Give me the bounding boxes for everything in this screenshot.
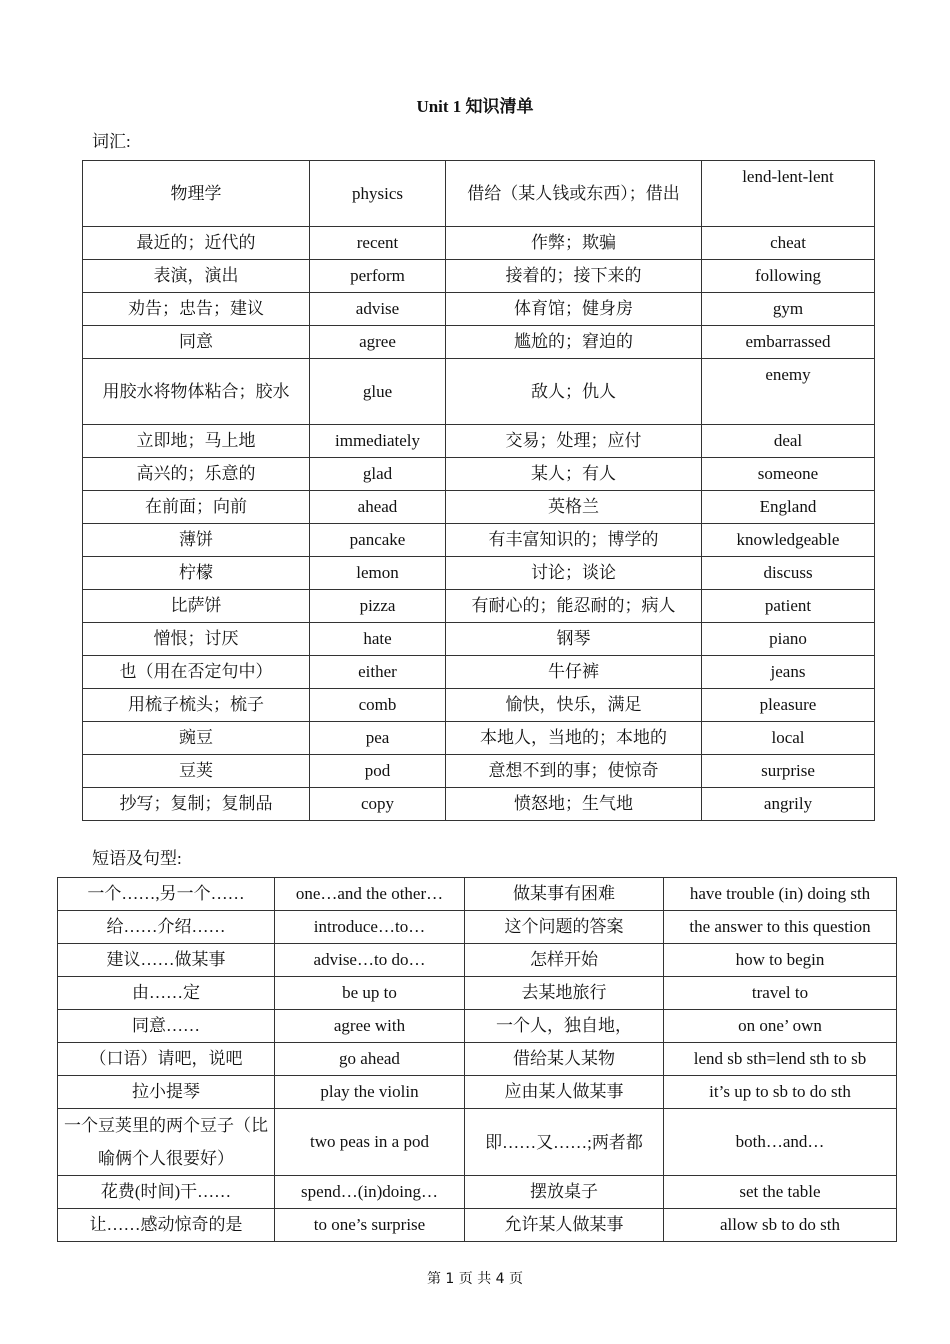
phrase-cell: 这个问题的答案 bbox=[465, 911, 664, 944]
vocab-row bbox=[83, 491, 875, 524]
vocab-cell: lemon bbox=[310, 557, 446, 590]
vocab-row bbox=[83, 689, 875, 722]
vocab-cell: someone bbox=[702, 458, 875, 491]
page-footer: 第 1 页 共 4 页 bbox=[426, 1271, 524, 1287]
phrase-table bbox=[57, 877, 897, 1242]
phrase-cell: 怎样开始 bbox=[465, 944, 664, 977]
vocab-cell: 钢琴 bbox=[446, 623, 702, 656]
vocab-row bbox=[83, 161, 875, 227]
vocab-cell: 表演，演出 bbox=[83, 260, 310, 293]
vocab-cell: copy bbox=[310, 788, 446, 821]
phrase-cell: 借给某人某物 bbox=[465, 1043, 664, 1076]
vocab-cell: 本地人，当地的；本地的 bbox=[446, 722, 702, 755]
phrase-cell: agree with bbox=[275, 1010, 465, 1043]
vocab-cell: either bbox=[310, 656, 446, 689]
vocab-row bbox=[83, 623, 875, 656]
vocab-table bbox=[82, 160, 875, 821]
phrase-cell: spend…(in)doing… bbox=[275, 1176, 465, 1209]
phrase-cell: 建议……做某事 bbox=[58, 944, 275, 977]
vocab-cell: 立即地；马上地 bbox=[83, 425, 310, 458]
vocab-cell: 讨论；谈论 bbox=[446, 557, 702, 590]
phrase-row bbox=[58, 1209, 897, 1242]
vocab-cell: local bbox=[702, 722, 875, 755]
phrase-cell: advise…to do… bbox=[275, 944, 465, 977]
phrase-cell: 拉小提琴 bbox=[58, 1076, 275, 1109]
vocab-cell: 借给（某人钱或东西）；借出 bbox=[446, 161, 702, 227]
phrase-row bbox=[58, 977, 897, 1010]
vocab-cell: comb bbox=[310, 689, 446, 722]
phrase-section-label: 短语及句型: bbox=[92, 849, 182, 868]
vocab-cell: patient bbox=[702, 590, 875, 623]
phrase-cell: one…and the other… bbox=[275, 878, 465, 911]
vocab-cell: jeans bbox=[702, 656, 875, 689]
vocab-cell: 在前面；向前 bbox=[83, 491, 310, 524]
phrase-cell: 摆放桌子 bbox=[465, 1176, 664, 1209]
phrase-cell: travel to bbox=[664, 977, 897, 1010]
vocab-cell: pancake bbox=[310, 524, 446, 557]
vocab-cell: enemy bbox=[702, 359, 875, 425]
phrase-row bbox=[58, 911, 897, 944]
vocab-cell: 用梳子梳头；梳子 bbox=[83, 689, 310, 722]
vocab-cell: 用胶水将物体粘合；胶水 bbox=[83, 359, 310, 425]
vocab-row bbox=[83, 722, 875, 755]
phrase-cell: introduce…to… bbox=[275, 911, 465, 944]
vocab-cell: recent bbox=[310, 227, 446, 260]
phrase-cell: 让……感动惊奇的是 bbox=[58, 1209, 275, 1242]
vocab-cell: ahead bbox=[310, 491, 446, 524]
vocab-cell: embarrassed bbox=[702, 326, 875, 359]
vocab-row bbox=[83, 788, 875, 821]
vocab-cell: physics bbox=[310, 161, 446, 227]
phrase-cell: both…and… bbox=[664, 1109, 897, 1176]
phrase-cell: play the violin bbox=[275, 1076, 465, 1109]
phrase-cell: set the table bbox=[664, 1176, 897, 1209]
vocab-cell: glue bbox=[310, 359, 446, 425]
vocab-cell: 体育馆；健身房 bbox=[446, 293, 702, 326]
phrase-cell: 花费(时间)干…… bbox=[58, 1176, 275, 1209]
phrase-cell: lend sb sth=lend sth to sb bbox=[664, 1043, 897, 1076]
phrase-row bbox=[58, 1109, 897, 1176]
vocab-section-label: 词汇: bbox=[92, 132, 131, 151]
vocab-cell: 抄写；复制；复制品 bbox=[83, 788, 310, 821]
vocab-cell: perform bbox=[310, 260, 446, 293]
phrase-cell: 去某地旅行 bbox=[465, 977, 664, 1010]
phrase-cell: 由……定 bbox=[58, 977, 275, 1010]
vocab-cell: 高兴的；乐意的 bbox=[83, 458, 310, 491]
vocab-cell: 比萨饼 bbox=[83, 590, 310, 623]
phrase-row bbox=[58, 944, 897, 977]
vocab-cell: piano bbox=[702, 623, 875, 656]
vocab-cell: 意想不到的事；使惊奇 bbox=[446, 755, 702, 788]
phrase-row bbox=[58, 1176, 897, 1209]
vocab-cell: immediately bbox=[310, 425, 446, 458]
vocab-cell: gym bbox=[702, 293, 875, 326]
vocab-row bbox=[83, 293, 875, 326]
vocab-row bbox=[83, 590, 875, 623]
phrase-cell: it’s up to sb to do sth bbox=[664, 1076, 897, 1109]
vocab-cell: 物理学 bbox=[83, 161, 310, 227]
vocab-cell: glad bbox=[310, 458, 446, 491]
vocab-cell: surprise bbox=[702, 755, 875, 788]
vocab-cell: 有耐心的；能忍耐的；病人 bbox=[446, 590, 702, 623]
vocab-cell: 英格兰 bbox=[446, 491, 702, 524]
phrase-cell: 允许某人做某事 bbox=[465, 1209, 664, 1242]
vocab-row bbox=[83, 227, 875, 260]
vocab-cell: 交易；处理；应付 bbox=[446, 425, 702, 458]
vocab-cell: 同意 bbox=[83, 326, 310, 359]
vocab-cell: discuss bbox=[702, 557, 875, 590]
vocab-cell: following bbox=[702, 260, 875, 293]
vocab-cell: 有丰富知识的；博学的 bbox=[446, 524, 702, 557]
vocab-row bbox=[83, 656, 875, 689]
vocab-cell: 愤怒地；生气地 bbox=[446, 788, 702, 821]
phrase-cell: （口语）请吧，说吧 bbox=[58, 1043, 275, 1076]
vocab-cell: 尴尬的；窘迫的 bbox=[446, 326, 702, 359]
phrase-cell: 即……又……;两者都 bbox=[465, 1109, 664, 1176]
vocab-cell: 柠檬 bbox=[83, 557, 310, 590]
vocab-cell: knowledgeable bbox=[702, 524, 875, 557]
phrase-row bbox=[58, 1043, 897, 1076]
vocab-cell: pod bbox=[310, 755, 446, 788]
vocab-cell: 豆荚 bbox=[83, 755, 310, 788]
vocab-cell: 薄饼 bbox=[83, 524, 310, 557]
phrase-cell: two peas in a pod bbox=[275, 1109, 465, 1176]
vocab-cell: advise bbox=[310, 293, 446, 326]
vocab-cell: 劝告；忠告；建议 bbox=[83, 293, 310, 326]
vocab-cell: England bbox=[702, 491, 875, 524]
vocab-row bbox=[83, 755, 875, 788]
vocab-cell: 最近的；近代的 bbox=[83, 227, 310, 260]
phrase-cell: 给……介绍…… bbox=[58, 911, 275, 944]
vocab-cell: 作弊；欺骗 bbox=[446, 227, 702, 260]
phrase-cell: 做某事有困难 bbox=[465, 878, 664, 911]
phrase-row bbox=[58, 878, 897, 911]
vocab-cell: angrily bbox=[702, 788, 875, 821]
vocab-cell: pea bbox=[310, 722, 446, 755]
phrase-cell: be up to bbox=[275, 977, 465, 1010]
phrase-cell: 应由某人做某事 bbox=[465, 1076, 664, 1109]
vocab-cell: 也（用在否定句中） bbox=[83, 656, 310, 689]
vocab-cell: agree bbox=[310, 326, 446, 359]
vocab-row bbox=[83, 557, 875, 590]
phrase-cell: to one’s surprise bbox=[275, 1209, 465, 1242]
phrase-cell: the answer to this question bbox=[664, 911, 897, 944]
vocab-row bbox=[83, 359, 875, 425]
vocab-cell: hate bbox=[310, 623, 446, 656]
vocab-cell: lend-lent-lent bbox=[702, 161, 875, 227]
phrase-cell: 一个豆荚里的两个豆子（比喻俩个人很要好） bbox=[58, 1109, 275, 1176]
phrase-cell: allow sb to do sth bbox=[664, 1209, 897, 1242]
vocab-row bbox=[83, 458, 875, 491]
vocab-cell: 某人；有人 bbox=[446, 458, 702, 491]
vocab-row bbox=[83, 326, 875, 359]
vocab-cell: 愉快，快乐，满足 bbox=[446, 689, 702, 722]
phrase-cell: 同意…… bbox=[58, 1010, 275, 1043]
page-title: Unit 1 知识清单 bbox=[416, 97, 534, 116]
vocab-cell: deal bbox=[702, 425, 875, 458]
vocab-row bbox=[83, 425, 875, 458]
phrase-row bbox=[58, 1010, 897, 1043]
vocab-row bbox=[83, 260, 875, 293]
phrase-row bbox=[58, 1076, 897, 1109]
vocab-cell: 敌人；仇人 bbox=[446, 359, 702, 425]
phrase-cell: have trouble (in) doing sth bbox=[664, 878, 897, 911]
vocab-row bbox=[83, 524, 875, 557]
vocab-cell: 接着的；接下来的 bbox=[446, 260, 702, 293]
phrase-cell: 一个……,另一个…… bbox=[58, 878, 275, 911]
vocab-cell: pleasure bbox=[702, 689, 875, 722]
vocab-cell: pizza bbox=[310, 590, 446, 623]
vocab-cell: 牛仔裤 bbox=[446, 656, 702, 689]
phrase-cell: 一个人，独自地， bbox=[465, 1010, 664, 1043]
phrase-cell: on one’ own bbox=[664, 1010, 897, 1043]
vocab-cell: 憎恨；讨厌 bbox=[83, 623, 310, 656]
phrase-cell: go ahead bbox=[275, 1043, 465, 1076]
vocab-cell: cheat bbox=[702, 227, 875, 260]
vocab-cell: 豌豆 bbox=[83, 722, 310, 755]
phrase-cell: how to begin bbox=[664, 944, 897, 977]
